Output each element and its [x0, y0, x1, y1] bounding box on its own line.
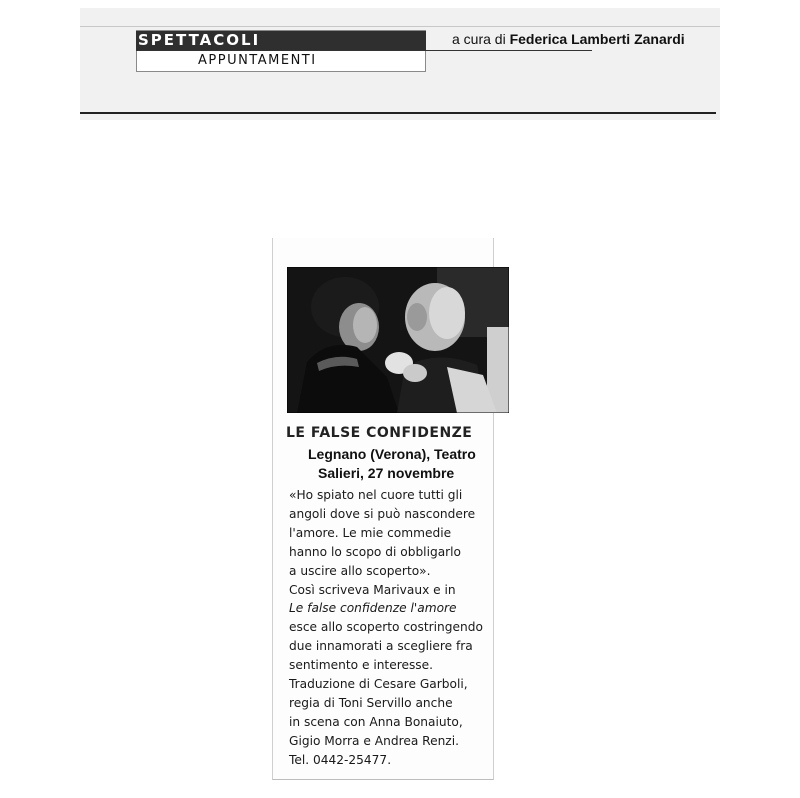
venue-date-line: Salieri, 27 novembre [318, 465, 455, 481]
curator-prefix: a cura di [452, 31, 506, 47]
body-line: l'amore. Le mie commedie [289, 525, 452, 540]
section-subtitle: APPUNTAMENTI [198, 53, 317, 68]
body-line: regia di Toni Servillo anche [289, 695, 453, 710]
stage-photo [287, 267, 509, 413]
article-title: LE FALSE CONFIDENZE [286, 425, 473, 441]
body-line: sentimento e interesse. [289, 658, 434, 673]
venue-line: Legnano (Verona), Teatro [308, 446, 476, 462]
article-body [289, 486, 489, 770]
body-line: Traduzione di Cesare Garboli, [289, 677, 468, 692]
body-line: in scena con Anna Bonaiuto, [289, 714, 463, 729]
body-line: hanno lo scopo di obbligarlo [289, 544, 462, 559]
curator-credit [452, 31, 685, 47]
body-line: esce allo scoperto costringendo [289, 620, 483, 635]
curator-name: Federica Lamberti Zanardi [509, 31, 685, 47]
body-line: Gigio Morra e Andrea Renzi. [289, 733, 459, 748]
header-bottom-rule [80, 112, 716, 114]
venue-info [308, 445, 476, 483]
phone-line: Tel. 0442-25477. [289, 752, 392, 767]
body-line: «Ho spiato nel cuore tutti gli [289, 488, 463, 502]
title-underline [136, 50, 592, 51]
header-top-rule [80, 26, 720, 27]
body-line: angoli dove si può nascondere [289, 506, 476, 521]
section-title: SPETTACOLI [136, 31, 426, 50]
body-line: Così scriveva Marivaux e in [289, 582, 456, 597]
body-line-italic: Le false confidenze l'amore [289, 601, 457, 616]
body-line: a uscire allo scoperto». [289, 563, 431, 578]
body-line: due innamorati a scegliere fra [289, 639, 473, 654]
stage-photo-illustration [287, 267, 509, 413]
